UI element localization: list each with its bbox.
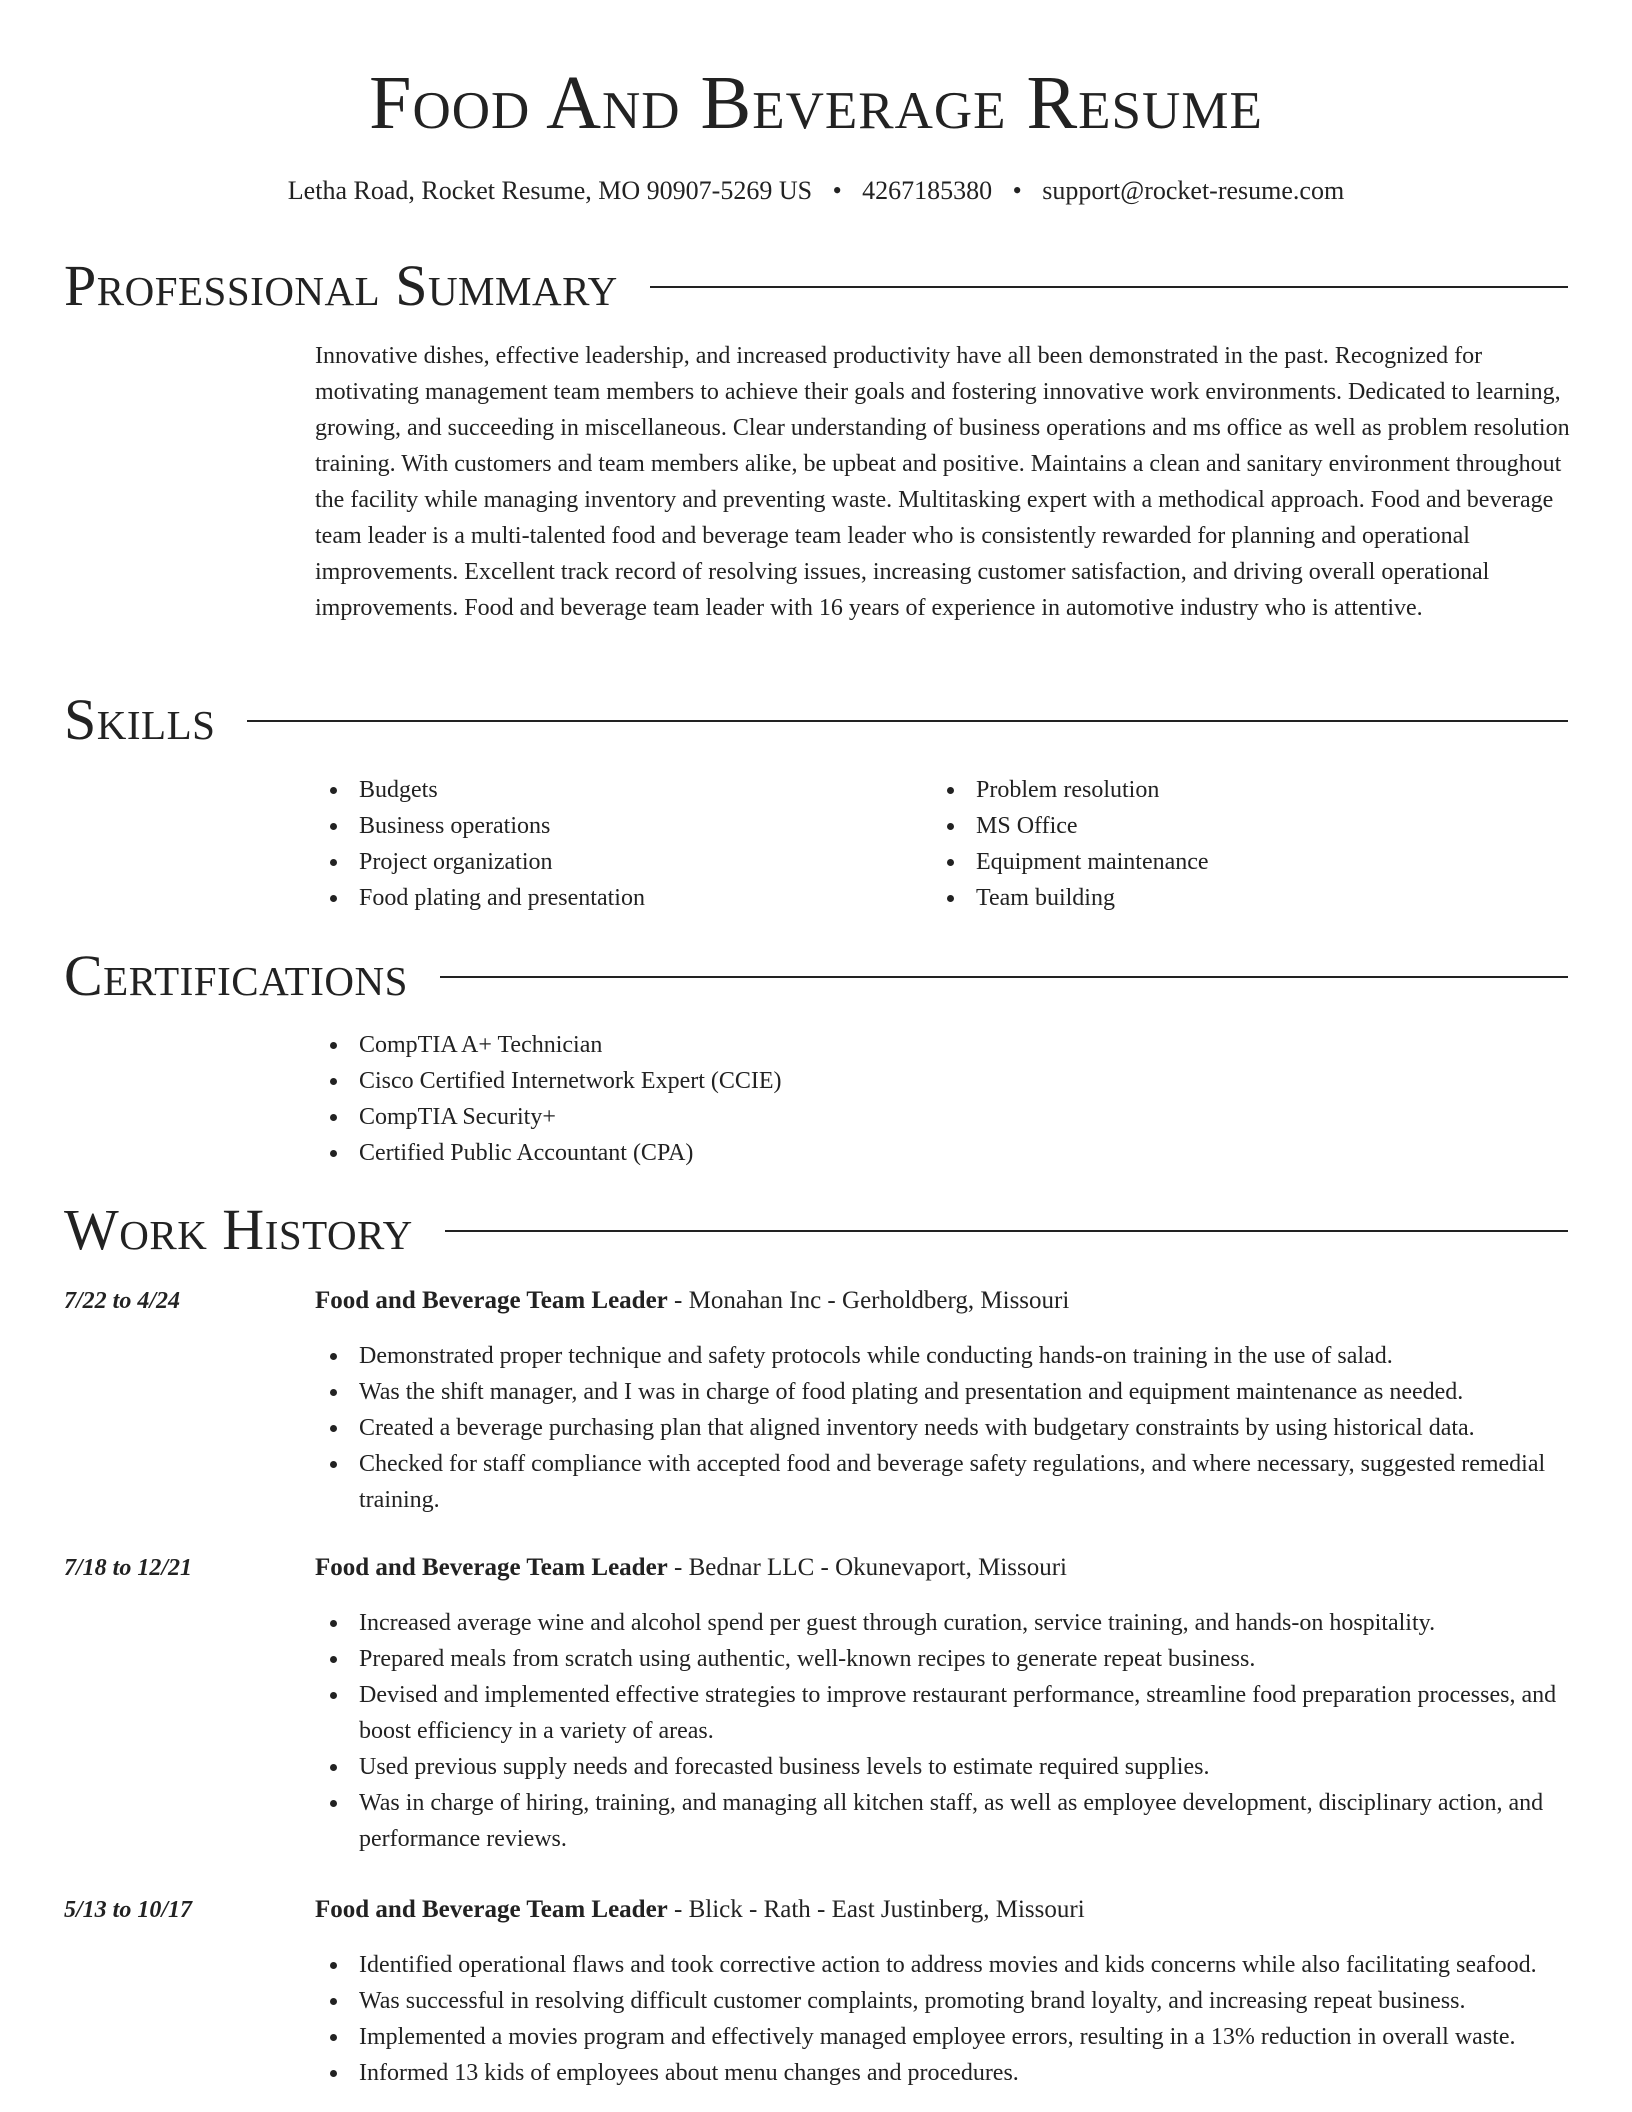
skills-heading: Skills bbox=[64, 687, 216, 752]
job-title: Food and Beverage Team Leader bbox=[315, 1287, 668, 1314]
job-bullet: Was successful in resolving difficult customer complaints, promoting brand loyalty, and increasing repeat business. bbox=[315, 1983, 1575, 2019]
skills-section-header bbox=[64, 688, 1568, 752]
skills-list-left bbox=[315, 772, 915, 916]
section-divider bbox=[650, 286, 1568, 288]
summary-text: Innovative dishes, effective leadership, and increased productivity have all been demonstrated in the past. Recognized for motivating management team members to achieve their goals and fostering innovative work environments. Dedicated to learning, growing, and succeeding in miscellaneous. Clear understanding of business operations and ms office as well as problem resolution training. With customers and team members alike, be upbeat and positive. Maintains a clean and sanitary environment throughout the facility while managing inventory and preventing waste. Multitasking expert with a methodical approach. Food and beverage team leader is a multi-talented food and beverage team leader who is consistently rewarded for planning and operational improvements. Excellent track record of resolving issues, increasing customer satisfaction, and driving overall operational improvements. Food and beverage team leader with 16 years of experience in automotive industry who is attentive. bbox=[315, 343, 1570, 621]
skill-item: Equipment maintenance bbox=[932, 844, 1532, 880]
skill-item: Business operations bbox=[315, 808, 915, 844]
work-heading: Work History bbox=[64, 1197, 413, 1262]
contact-separator: • bbox=[1012, 176, 1022, 205]
certification-item: CompTIA A+ Technician bbox=[315, 1027, 1515, 1063]
job-bullet: Implemented a movies program and effectively managed employee errors, resulting in a 13% reduction in overall waste. bbox=[315, 2019, 1575, 2055]
job-dates: 7/22 to 4/24 bbox=[64, 1288, 181, 1314]
skill-item: Food plating and presentation bbox=[315, 880, 915, 916]
work-section-header bbox=[64, 1198, 1568, 1262]
contact-email: support@rocket-resume.com bbox=[1042, 176, 1345, 205]
job-title: Food and Beverage Team Leader bbox=[315, 1896, 668, 1923]
certification-item: CompTIA Security+ bbox=[315, 1099, 1515, 1135]
contact-phone: 4267185380 bbox=[862, 176, 993, 205]
job-company-location: - Monahan Inc - Gerholdberg, Missouri bbox=[667, 1287, 1070, 1314]
contact-line bbox=[0, 174, 1632, 208]
job-bullet: Was the shift manager, and I was in charge of food plating and presentation and equipment maintenance as needed. bbox=[315, 1374, 1575, 1410]
skill-item: MS Office bbox=[932, 808, 1532, 844]
job-company-location: - Blick - Rath - East Justinberg, Missouri bbox=[667, 1896, 1085, 1923]
job-bullet: Was in charge of hiring, training, and managing all kitchen staff, as well as employee development, disciplinary action, and performance reviews. bbox=[315, 1785, 1575, 1857]
job-bullet: Prepared meals from scratch using authentic, well-known recipes to generate repeat business. bbox=[315, 1641, 1575, 1677]
section-divider bbox=[445, 1230, 1568, 1232]
skills-list-right bbox=[932, 772, 1532, 916]
job-bullets bbox=[315, 1338, 1575, 1518]
job-dates: 7/18 to 12/21 bbox=[64, 1555, 193, 1581]
section-divider bbox=[247, 720, 1568, 722]
summary-heading: Professional Summary bbox=[64, 253, 618, 318]
job-bullet: Informed 13 kids of employees about menu changes and procedures. bbox=[315, 2055, 1575, 2091]
skill-item: Budgets bbox=[315, 772, 915, 808]
job-headline bbox=[315, 1283, 1069, 1319]
certification-item: Cisco Certified Internetwork Expert (CCIE) bbox=[315, 1063, 1515, 1099]
job-bullet: Used previous supply needs and forecasted business levels to estimate required supplies. bbox=[315, 1749, 1575, 1785]
summary-section-header bbox=[64, 254, 1568, 318]
job-bullet: Demonstrated proper technique and safety protocols while conducting hands-on training in the use of salad. bbox=[315, 1338, 1575, 1374]
resume-title: Food And Beverage Resume bbox=[369, 61, 1263, 145]
job-bullet: Checked for staff compliance with accepted food and beverage safety regulations, and where necessary, suggested remedial training. bbox=[315, 1446, 1575, 1518]
certification-item: Certified Public Accountant (CPA) bbox=[315, 1135, 1515, 1171]
job-bullet: Devised and implemented effective strategies to improve restaurant performance, streamline food preparation processes, and boost efficiency in a variety of areas. bbox=[315, 1677, 1575, 1749]
certifications-heading: Certifications bbox=[64, 943, 408, 1008]
job-company-location: - Bednar LLC - Okunevaport, Missouri bbox=[667, 1554, 1067, 1581]
section-divider bbox=[440, 976, 1568, 978]
job-bullet: Identified operational flaws and took corrective action to address movies and kids concerns while also facilitating seafood. bbox=[315, 1947, 1575, 1983]
job-bullet: Created a beverage purchasing plan that aligned inventory needs with budgetary constraints by using historical data. bbox=[315, 1410, 1575, 1446]
certifications-list bbox=[315, 1027, 1515, 1171]
job-bullet: Increased average wine and alcohol spend per guest through curation, service training, and hands-on hospitality. bbox=[315, 1605, 1575, 1641]
skill-item: Project organization bbox=[315, 844, 915, 880]
job-title: Food and Beverage Team Leader bbox=[315, 1554, 668, 1581]
job-headline bbox=[315, 1550, 1067, 1586]
skill-item: Problem resolution bbox=[932, 772, 1532, 808]
job-bullets bbox=[315, 1605, 1575, 1857]
job-headline bbox=[315, 1892, 1085, 1928]
contact-address: Letha Road, Rocket Resume, MO 90907-5269 US bbox=[287, 176, 813, 205]
job-dates: 5/13 to 10/17 bbox=[64, 1897, 193, 1923]
certifications-section-header bbox=[64, 944, 1568, 1008]
job-bullets bbox=[315, 1947, 1575, 2091]
contact-separator: • bbox=[832, 176, 842, 205]
skill-item: Team building bbox=[932, 880, 1532, 916]
